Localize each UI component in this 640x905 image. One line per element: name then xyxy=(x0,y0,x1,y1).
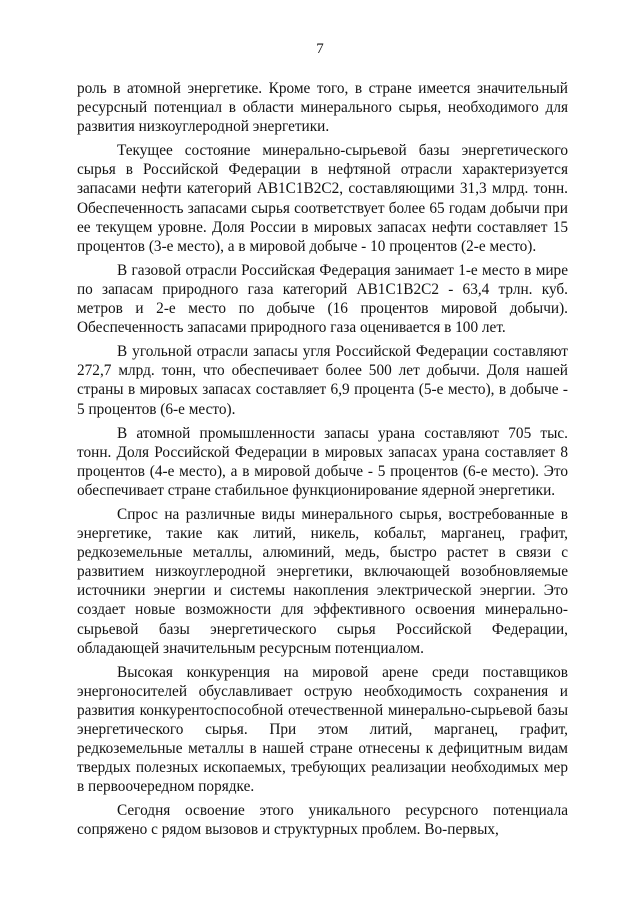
paragraph: роль в атомной энергетике. Кроме того, в стране имеется значительный ресурсный потенциал в области минерального сырья, необходимого для развития низкоуглеродной энергетики. xyxy=(77,80,568,136)
body-text xyxy=(77,79,568,845)
paragraph: Высокая конкуренция на мировой арене среди поставщиков энергоносителей обуславливает острую необходимость сохранения и развития конкурентоспособной отечественной минерально-сырьевой базы энергетического сырья. При этом литий, марганец, графит, редкоземельные металлы в нашей стране отнесены к дефицитным видам твердых полезных ископаемых, требующих реализации необходимых мер в первоочередном порядке. xyxy=(77,663,568,796)
paragraph: Текущее состояние минерально-сырьевой базы энергетического сырья в Российской Федерации в нефтяной отрасли характеризуется запасами нефти категорий AB1C1B2C2, составляющими 31,3 млрд. тонн. Обеспеченность запасами сырья соответствует более 65 годам добычи при ее текущем уровне. Доля России в мировых запасах нефти составляет 15 процентов (3-е место), а в мировой добыче - 10 процентов (2-е место). xyxy=(77,142,568,255)
paragraph: В угольной отрасли запасы угля Российской Федерации составляют 272,7 млрд. тонн, что обеспечивает более 500 лет добычи. Доля нашей страны в мировых запасах составляет 6,9 процента (5-е место), в добыче - 5 процентов (6-е место). xyxy=(77,343,568,418)
paragraph: Спрос на различные виды минерального сырья, востребованные в энергетике, такие как литий, никель, кобальт, марганец, графит, редкоземельные металлы, алюминий, медь, быстро растет в связи с развитием низкоуглеродной энергетики, включающей возобновляемые источники энергии и системы накопления электрической энергии. Это создает новые возможности для эффективного освоения минерально-сырьевой базы энергетического сырья Российской Федерации, обладающей значительным ресурсным потенциалом. xyxy=(77,505,568,657)
page-number: 7 xyxy=(316,41,324,57)
paragraph: В газовой отрасли Российская Федерация занимает 1-е место в мире по запасам природного газа категорий AB1C1B2C2 - 63,4 трлн. куб. метров и 2-е место по добыче (16 процентов мировой добычи). Обеспеченность запасами природного газа оценивается в 100 лет. xyxy=(77,261,568,337)
paragraph: Сегодня освоение этого уникального ресурсного потенциала сопряжено с рядом вызовов и структурных проблем. Во-первых, xyxy=(77,802,568,839)
paragraph: В атомной промышленности запасы урана составляют 705 тыс. тонн. Доля Российской Федерации в мировых запасах урана составляет 8 процентов (4-е место), а в мировой добыче - 5 процентов (6-е место). Это обеспечивает стране стабильное функционирование ядерной энергетики. xyxy=(77,424,568,499)
